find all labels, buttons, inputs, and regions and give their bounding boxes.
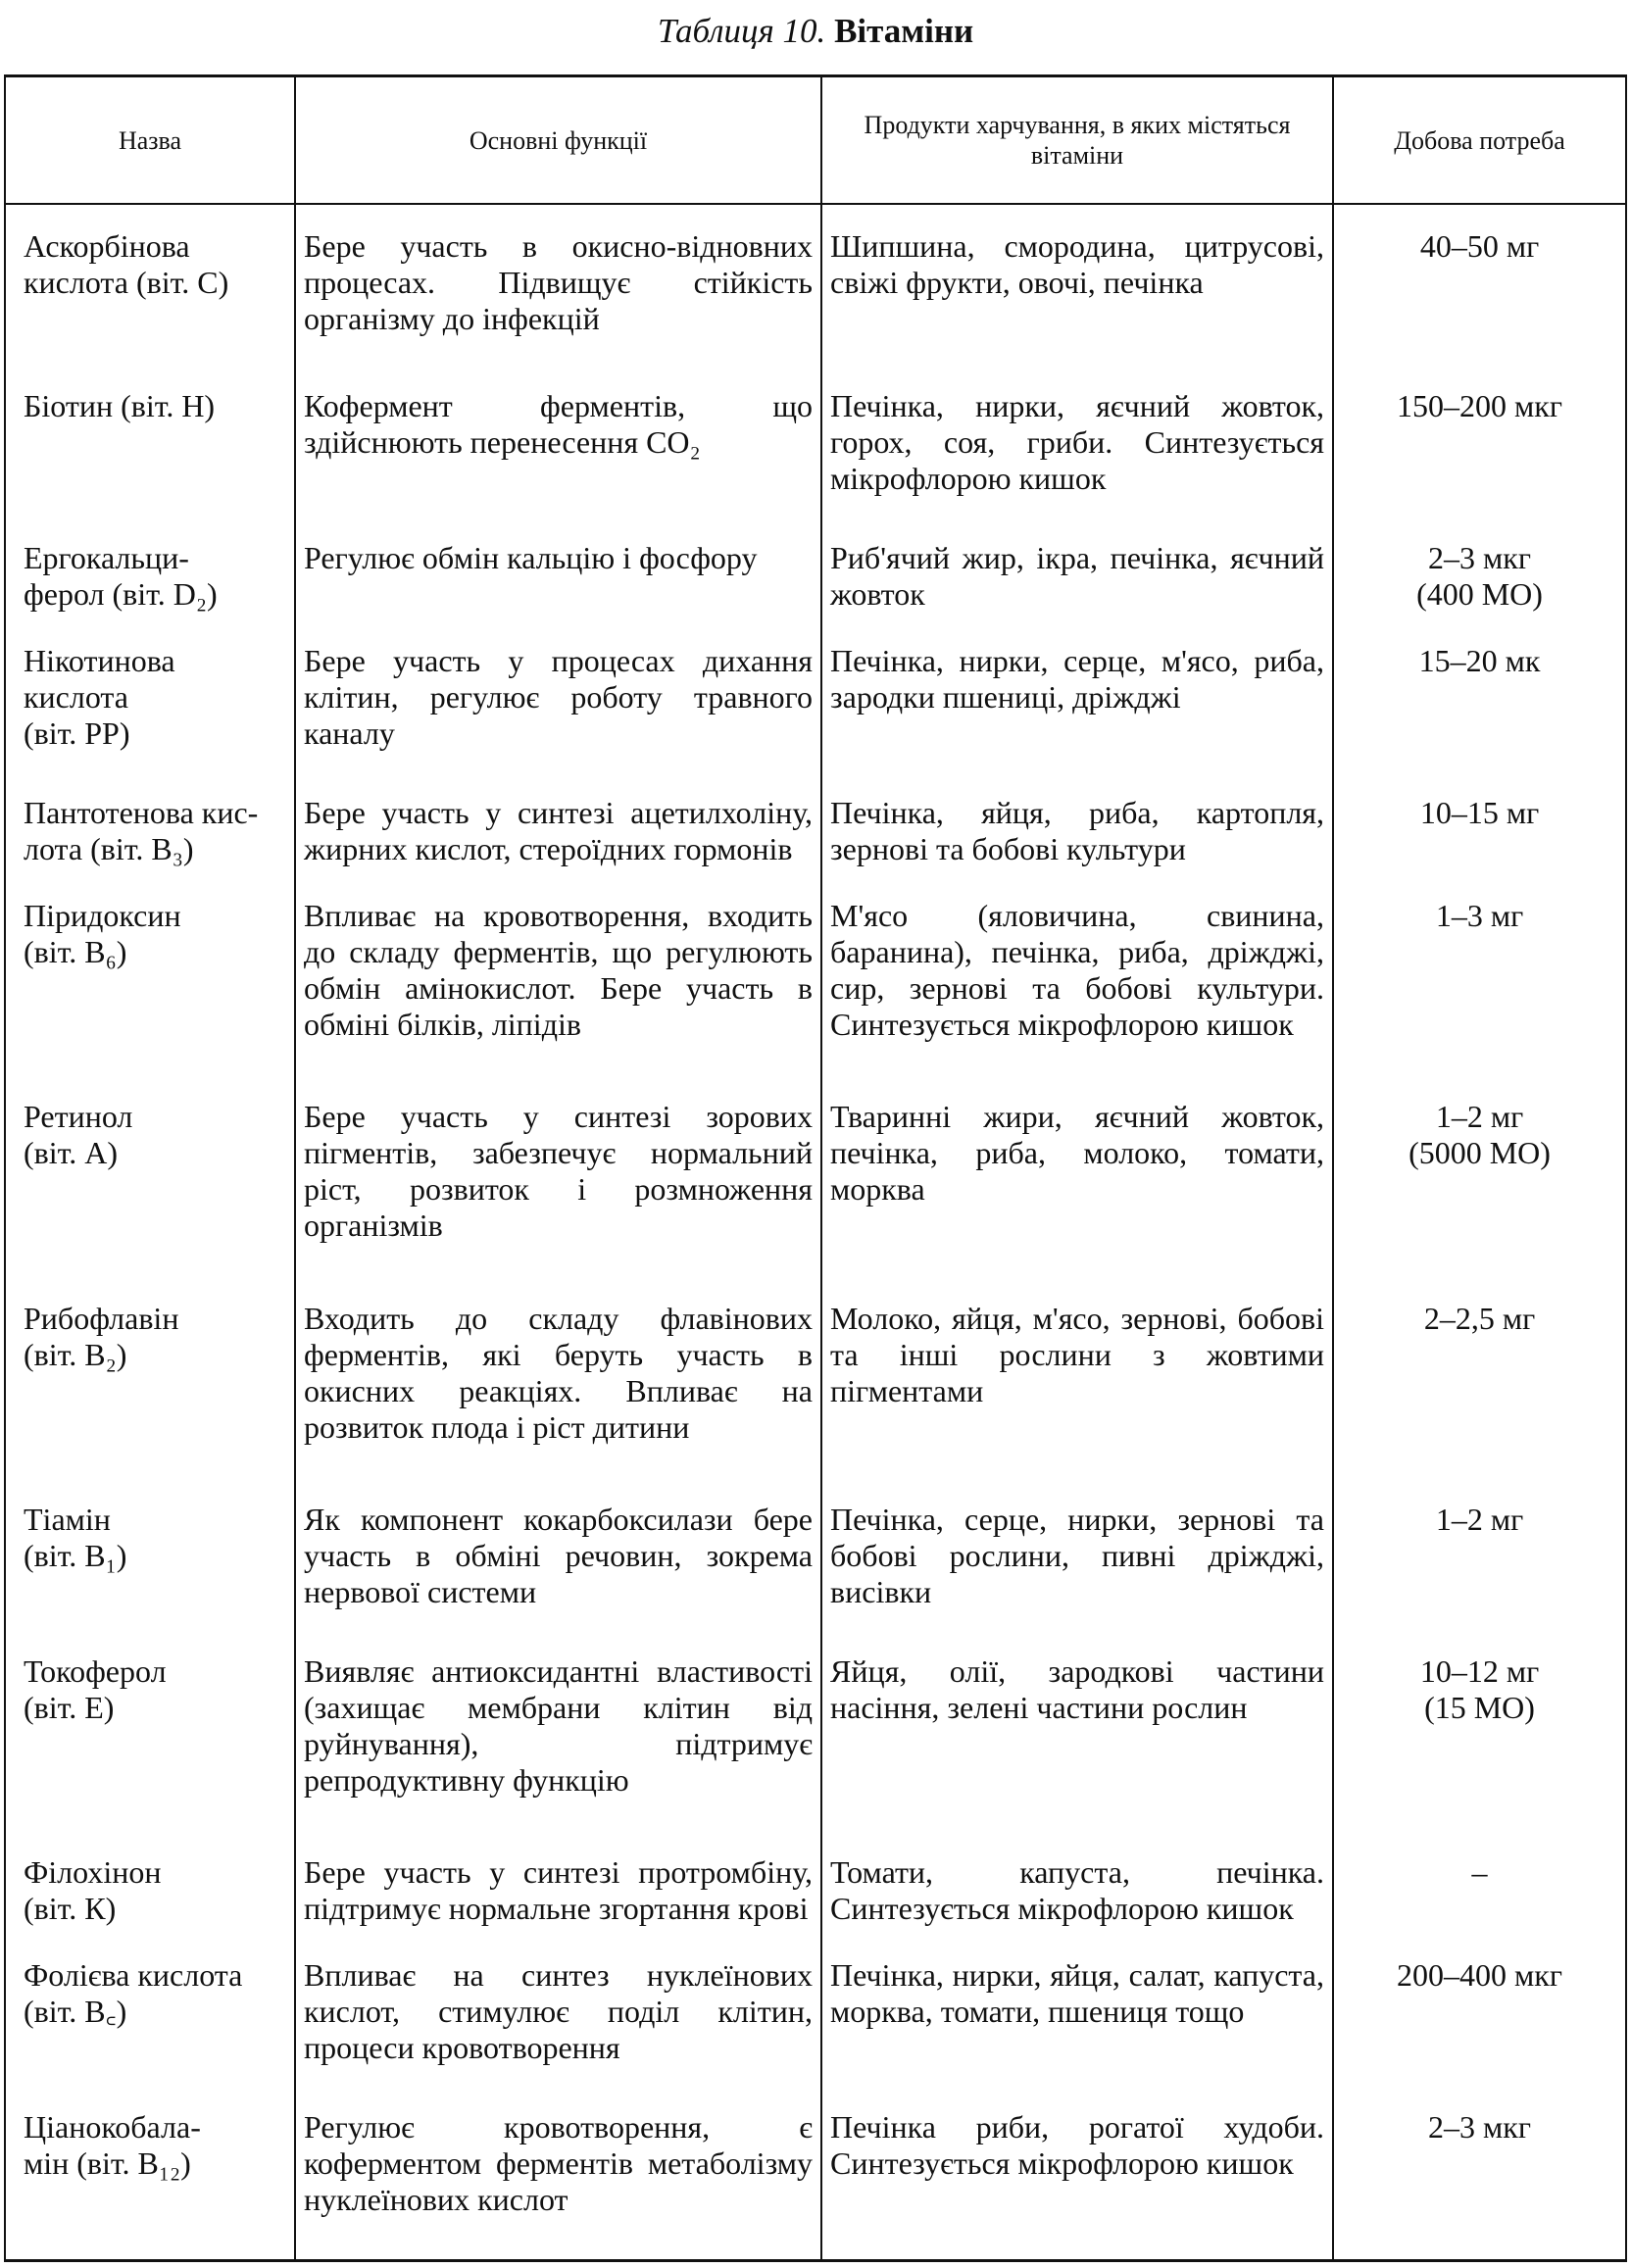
daily-need-cell: 10–15 мг (1333, 792, 1626, 895)
vitamin-name-cell: Філохінон (віт. К) (5, 1851, 295, 1954)
table-row (5, 1096, 1626, 1297)
functions-cell: Впливає на кровотворення, входить до складу ферментів, що регулюють обмін амінокислот. Бере участь в обміні білків, ліпідів (295, 895, 821, 1096)
functions-cell: Бере участь в окисно-відновних процесах. Підвищує стійкість організму до інфекцій (295, 204, 821, 385)
foods-cell: Печінка, серце, нирки, зернові та бобові рослини, пивні дріжджі, висівки (821, 1499, 1333, 1651)
table-row (5, 792, 1626, 895)
table-body (5, 204, 1626, 2261)
vitamin-name-cell: Піридоксин (віт. В₆) (5, 895, 295, 1096)
functions-cell: Бере участь у процесах дихання клітин, регулює роботу травного каналу (295, 640, 821, 792)
functions-cell: Бере участь у синтезі протромбіну, підтримує нормальне згортання крові (295, 1851, 821, 1954)
daily-need-cell: 1–2 мг (5000 МО) (1333, 1096, 1626, 1297)
functions-cell: Бере участь у синтезі зорових пігментів, забезпечує нормальний ріст, розвиток і розмноження організмів (295, 1096, 821, 1297)
functions-cell: Регулює обмін кальцію і фосфору (295, 537, 821, 640)
daily-need-cell: – (1333, 1851, 1626, 1954)
table-row (5, 1499, 1626, 1651)
daily-need-cell: 2–3 мкг (1333, 2106, 1626, 2260)
table-row (5, 537, 1626, 640)
foods-cell: Молоко, яйця, м'ясо, зернові, бобові та інші рослини з жовтими пігментами (821, 1298, 1333, 1499)
header-daily: Добова потреба (1333, 76, 1626, 205)
functions-cell: Регулює кровотворення, є коферментом ферментів метаболізму нуклеїнових кислот (295, 2106, 821, 2260)
daily-need-cell: 1–2 мг (1333, 1499, 1626, 1651)
foods-cell: Печінка, нирки, серце, м'ясо, риба, зародки пшениці, дріжджі (821, 640, 1333, 792)
vitamin-name-cell: Пантотенова кис- лота (віт. В₃) (5, 792, 295, 895)
foods-cell: Томати, капуста, печінка. Синтезується мікрофлорою кишок (821, 1851, 1333, 1954)
daily-need-cell: 2–2,5 мг (1333, 1298, 1626, 1499)
functions-cell: Входить до складу флавінових ферментів, які беруть участь в окисних реакціях. Впливає на розвиток плода і ріст дитини (295, 1298, 821, 1499)
foods-cell: Шипшина, смородина, цитрусові, свіжі фрукти, овочі, печінка (821, 204, 1333, 385)
vitamin-name-cell: Аскорбінова кислота (віт. С) (5, 204, 295, 385)
daily-need-cell: 150–200 мкг (1333, 385, 1626, 537)
vitamin-name-cell: Токоферол (віт. Е) (5, 1651, 295, 1851)
functions-cell: Бере участь у синтезі ацетилхоліну, жирних кислот, стероїдних гормонів (295, 792, 821, 895)
table-row (5, 1851, 1626, 1954)
table-name: Вітаміни (834, 12, 974, 50)
vitamin-name-cell: Фолієва кислота (віт. В꜀) (5, 1954, 295, 2106)
vitamin-name-cell: Тіамін (віт. В₁) (5, 1499, 295, 1651)
foods-cell: Печінка, яйця, риба, картопля, зернові та бобові культури (821, 792, 1333, 895)
table-title (0, 12, 1631, 51)
functions-cell: Як компонент кокарбоксилази бере участь в обміні речовин, зокрема нервової системи (295, 1499, 821, 1651)
header-name: Назва (5, 76, 295, 205)
vitamin-name-cell: Біотин (віт. Н) (5, 385, 295, 537)
functions-cell: Виявляє антиоксидантні властивості (захищає мембрани клітин від руйнування), підтримує репродуктивну функцію (295, 1651, 821, 1851)
vitamin-name-cell: Ретинол (віт. А) (5, 1096, 295, 1297)
table-row (5, 204, 1626, 385)
daily-need-cell: 1–3 мг (1333, 895, 1626, 1096)
table-row (5, 385, 1626, 537)
vitamin-name-cell: Рибофлавін (віт. В₂) (5, 1298, 295, 1499)
foods-cell: Яйця, олії, зародкові частини насіння, зелені частини рослин (821, 1651, 1333, 1851)
vitamins-table (4, 74, 1627, 2262)
daily-need-cell: 200–400 мкг (1333, 1954, 1626, 2106)
functions-cell: Кофермент ферментів, що здійснюють перенесення СО₂ (295, 385, 821, 537)
functions-cell: Впливає на синтез нуклеїнових кислот, стимулює поділ клітин, процеси кровотворення (295, 1954, 821, 2106)
table-row (5, 1298, 1626, 1499)
foods-cell: Печінка риби, рогатої худоби. Синтезується мікрофлорою кишок (821, 2106, 1333, 2260)
daily-need-cell: 15–20 мк (1333, 640, 1626, 792)
vitamin-name-cell: Ергокальци- ферол (віт. D₂) (5, 537, 295, 640)
daily-need-cell: 10–12 мг (15 МО) (1333, 1651, 1626, 1851)
vitamin-name-cell: Нікотинова кислота (віт. РР) (5, 640, 295, 792)
table-header-row (5, 76, 1626, 205)
table-row (5, 1651, 1626, 1851)
table-row (5, 640, 1626, 792)
table-number: Таблиця 10. (657, 12, 826, 50)
table-row (5, 2106, 1626, 2260)
foods-cell: Печінка, нирки, яєчний жовток, горох, соя, гриби. Синтезується мікрофлорою кишок (821, 385, 1333, 537)
header-functions: Основні функції (295, 76, 821, 205)
vitamin-name-cell: Ціанокобала- мін (віт. В₁₂) (5, 2106, 295, 2260)
foods-cell: М'ясо (яловичина, свинина, баранина), печінка, риба, дріжджі, сир, зернові та бобові культури. Синтезується мікрофлорою кишок (821, 895, 1333, 1096)
header-foods: Продукти харчування, в яких містяться вітаміни (821, 76, 1333, 205)
table-row (5, 1954, 1626, 2106)
foods-cell: Риб'ячий жир, ікра, печінка, яєчний жовток (821, 537, 1333, 640)
daily-need-cell: 2–3 мкг (400 МО) (1333, 537, 1626, 640)
foods-cell: Печінка, нирки, яйця, салат, капуста, морква, томати, пшениця тощо (821, 1954, 1333, 2106)
daily-need-cell: 40–50 мг (1333, 204, 1626, 385)
foods-cell: Тваринні жири, яєчний жовток, печінка, риба, молоко, томати, морква (821, 1096, 1333, 1297)
table-row (5, 895, 1626, 1096)
